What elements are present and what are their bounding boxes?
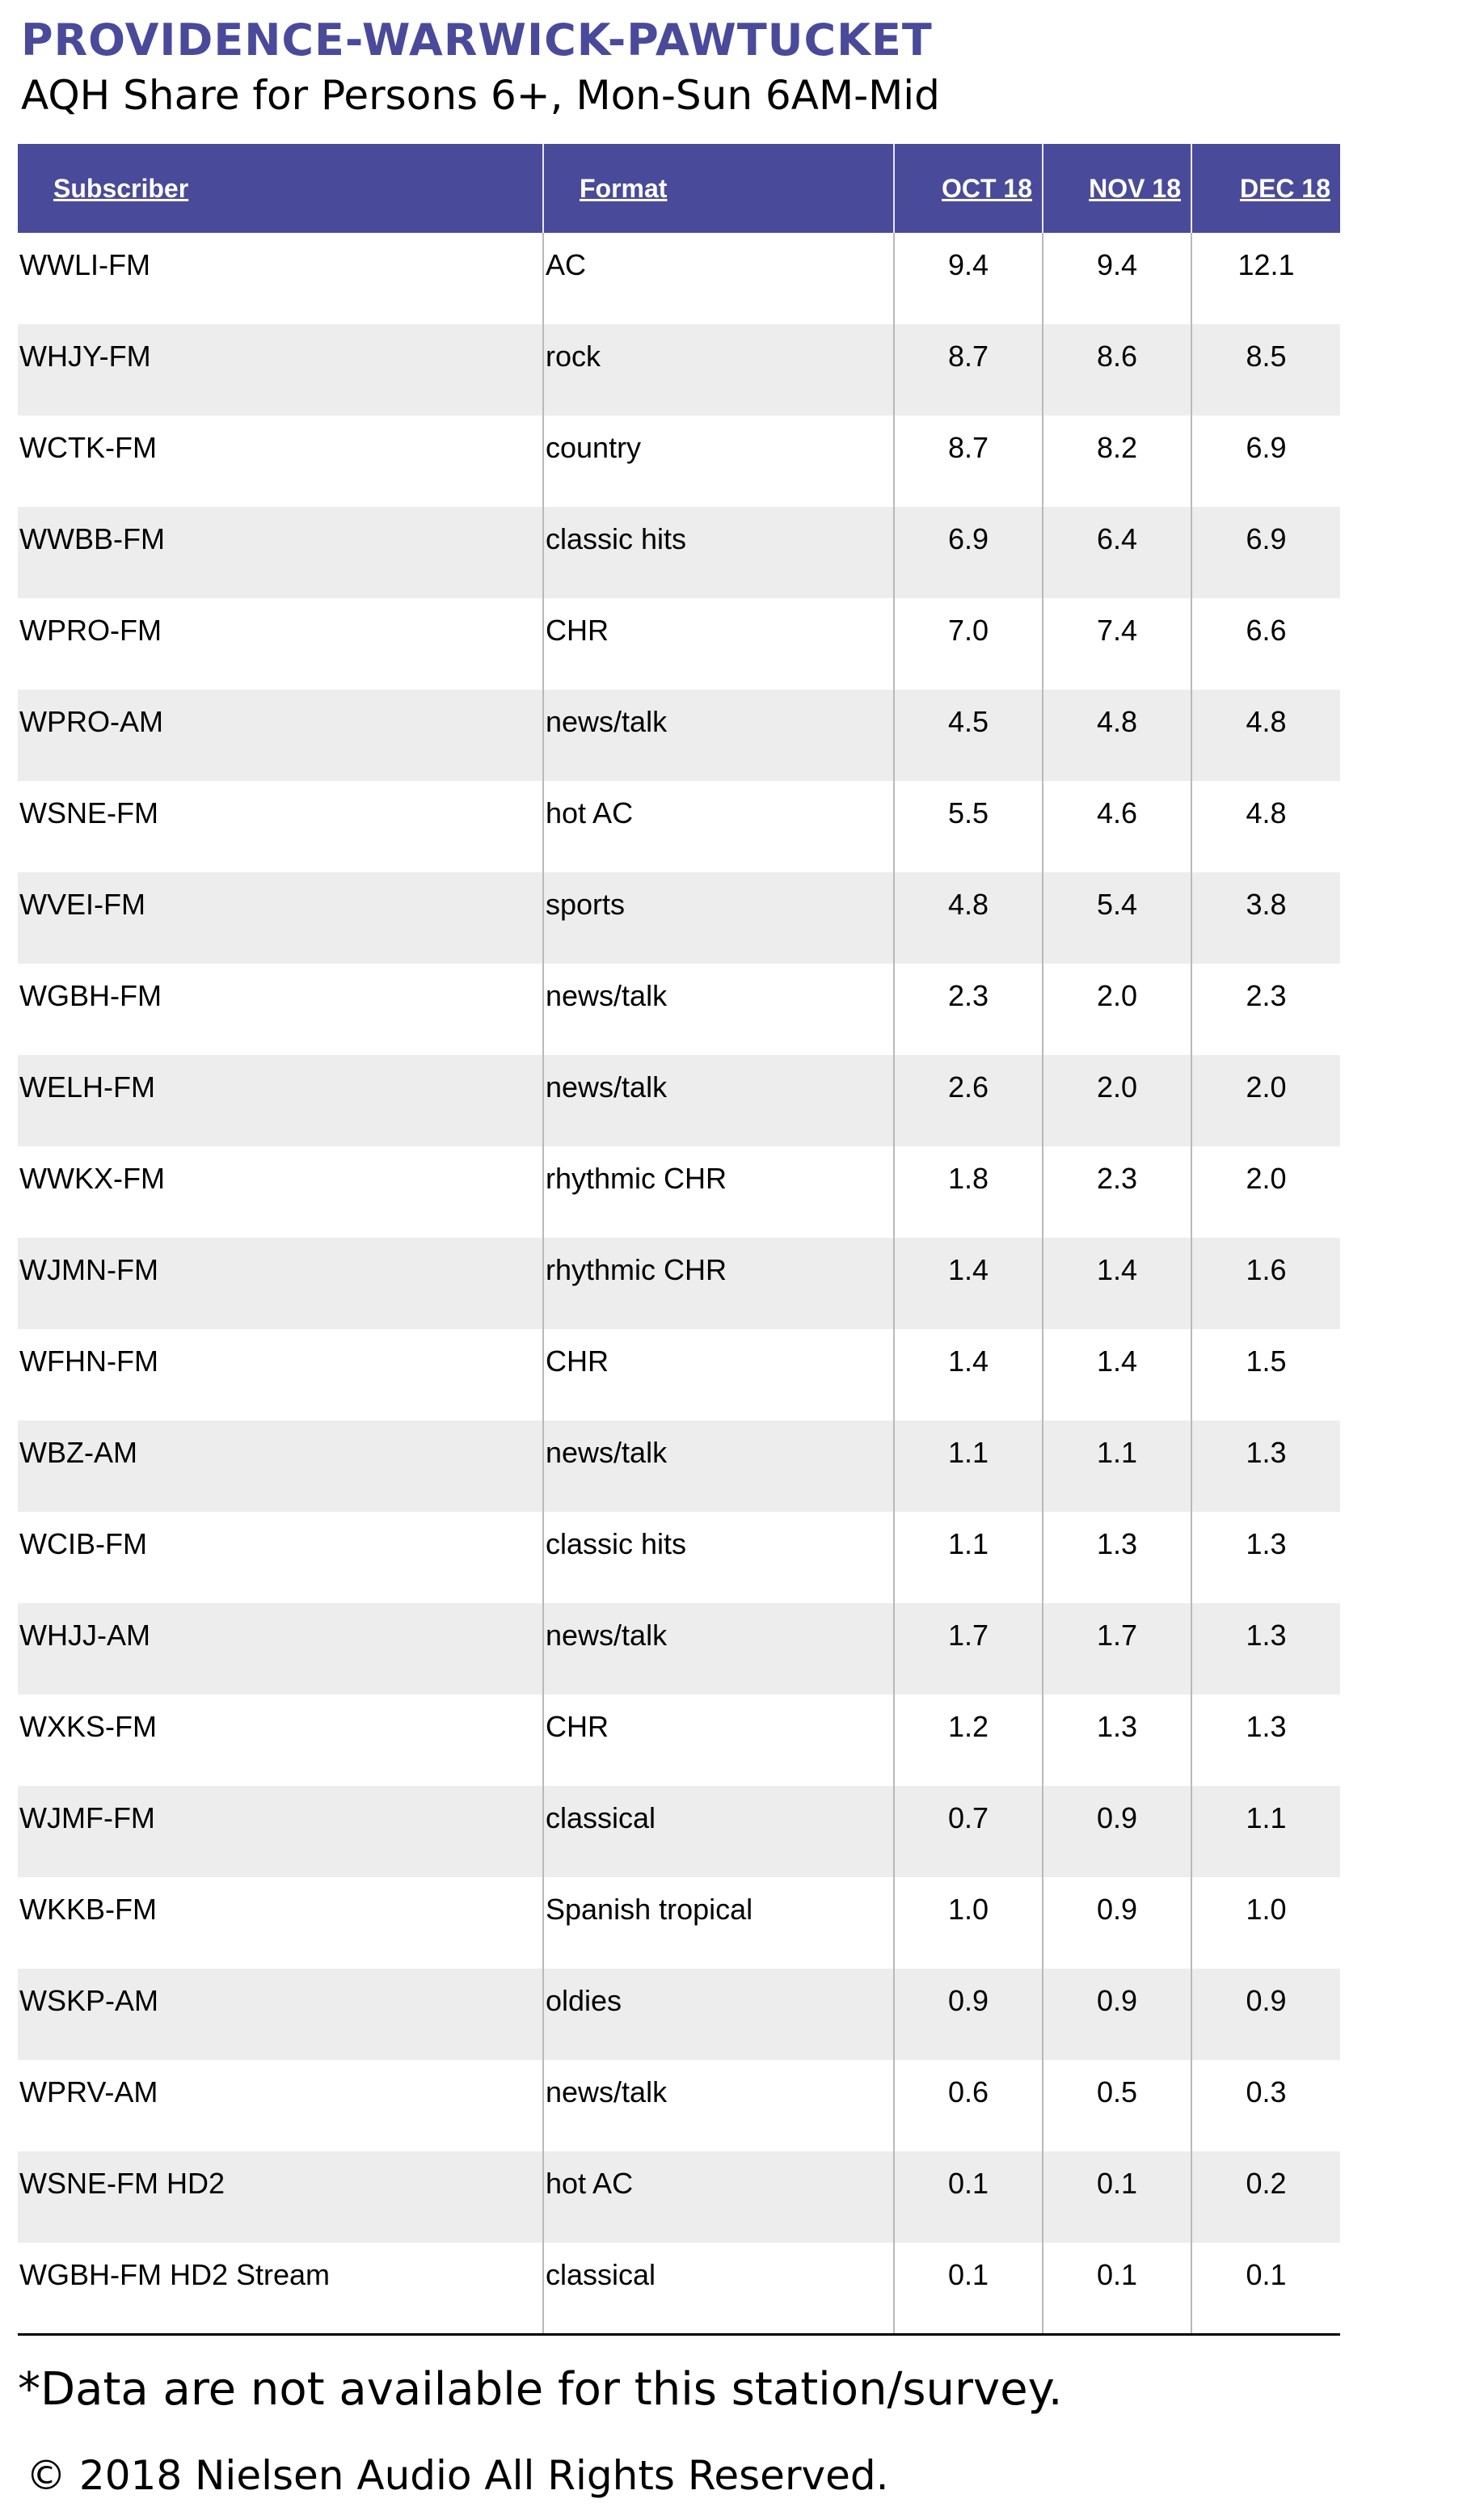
cell-nov: 8.2	[1043, 416, 1191, 507]
cell-format: CHR	[543, 1329, 894, 1420]
cell-subscriber: WCTK-FM	[19, 431, 157, 464]
cell-dec: 0.2	[1191, 2151, 1340, 2243]
cell-nov: 0.1	[1043, 2151, 1191, 2243]
table-row	[18, 1786, 1340, 1877]
cell-oct: 0.1	[894, 2151, 1043, 2243]
cell-subscriber: WPRO-AM	[18, 690, 543, 781]
cell-dec: 1.3	[1191, 1603, 1340, 1695]
cell-nov: 0.9	[1043, 1786, 1191, 1877]
cell-format: sports	[543, 872, 894, 964]
cell-subscriber: WSNE-FM HD2	[18, 2151, 543, 2243]
cell-oct: 6.9	[894, 507, 1043, 598]
table-row	[18, 2243, 1340, 2334]
cell-subscriber: WWBB-FM	[18, 507, 543, 598]
cell-format: hot AC	[543, 2151, 894, 2243]
cell-dec: 6.9	[1191, 507, 1340, 598]
table-row	[18, 1420, 1340, 1512]
cell-subscriber: WKKB-FM	[19, 1893, 157, 1926]
cell-dec: 3.8	[1191, 872, 1340, 964]
cell-oct: 4.8	[894, 872, 1043, 964]
cell-subscriber: WCIB-FM	[19, 1527, 147, 1560]
cell-dec: 0.9	[1191, 1969, 1340, 2060]
cell-nov: 7.4	[1043, 598, 1191, 690]
cell-nov: 9.4	[1043, 233, 1191, 324]
cell-dec: 0.3	[1191, 2060, 1340, 2151]
cell-dec: 1.3	[1191, 1420, 1340, 1512]
column-header-oct[interactable]	[894, 144, 1043, 233]
cell-nov: 1.3	[1043, 1512, 1191, 1603]
cell-dec: 1.0	[1191, 1877, 1340, 1969]
cell-subscriber: WBZ-AM	[18, 1420, 543, 1512]
column-header-subscriber[interactable]	[18, 144, 543, 233]
cell-oct: 1.8	[894, 1146, 1043, 1238]
cell-oct: 9.4	[894, 233, 1043, 324]
cell-format: classic hits	[543, 1512, 894, 1603]
table-row	[18, 690, 1340, 781]
cell-subscriber: WSKP-AM	[18, 1969, 543, 2060]
cell-dec: 4.8	[1191, 781, 1340, 872]
column-header-label: Format	[580, 173, 668, 203]
cell-oct: 0.6	[894, 2060, 1043, 2151]
ratings-table	[18, 144, 1340, 2336]
cell-oct: 0.7	[894, 1786, 1043, 1877]
cell-format: rhythmic CHR	[543, 1238, 894, 1329]
table-row	[18, 1969, 1340, 2060]
cell-format: oldies	[543, 1969, 894, 2060]
cell-nov: 0.5	[1043, 2060, 1191, 2151]
cell-dec: 1.3	[1191, 1512, 1340, 1603]
cell-subscriber: WHJY-FM	[18, 324, 543, 416]
report-subtitle: AQH Share for Persons 6+, Mon-Sun 6AM-Mid	[21, 72, 940, 119]
cell-nov: 8.6	[1043, 324, 1191, 416]
column-header-dec[interactable]	[1191, 144, 1340, 233]
table-row	[18, 1877, 1340, 1969]
cell-subscriber: WSNE-FM	[19, 796, 158, 829]
table-row	[18, 872, 1340, 964]
column-header-format[interactable]	[543, 144, 894, 233]
table-row	[18, 1329, 1340, 1420]
market-title: PROVIDENCE-WARWICK-PAWTUCKET	[21, 15, 933, 65]
cell-nov: 6.4	[1043, 507, 1191, 598]
cell-format: country	[543, 416, 894, 507]
cell-nov: 5.4	[1043, 872, 1191, 964]
cell-subscriber: WPRV-AM	[19, 2075, 158, 2108]
cell-format: news/talk	[543, 2060, 894, 2151]
cell-format: news/talk	[543, 1055, 894, 1146]
cell-dec: 2.0	[1191, 1146, 1340, 1238]
cell-format: news/talk	[543, 1420, 894, 1512]
cell-oct: 0.1	[894, 2243, 1043, 2334]
cell-dec: 1.6	[1191, 1238, 1340, 1329]
cell-format: news/talk	[543, 690, 894, 781]
cell-oct: 4.5	[894, 690, 1043, 781]
cell-format: AC	[543, 233, 894, 324]
column-header-nov[interactable]	[1043, 144, 1191, 233]
table-row	[18, 1146, 1340, 1238]
cell-dec: 1.3	[1191, 1695, 1340, 1786]
cell-oct: 1.2	[894, 1695, 1043, 1786]
cell-nov: 0.9	[1043, 1877, 1191, 1969]
cell-format: CHR	[543, 1695, 894, 1786]
copyright-notice: © 2018 Nielsen Audio All Rights Reserved.	[26, 2452, 889, 2499]
cell-subscriber: WFHN-FM	[19, 1344, 158, 1378]
cell-nov: 0.9	[1043, 1969, 1191, 2060]
column-header-label: DEC 18	[1239, 173, 1330, 203]
cell-oct: 1.4	[894, 1238, 1043, 1329]
cell-format: classical	[543, 1786, 894, 1877]
cell-nov: 1.4	[1043, 1238, 1191, 1329]
cell-format: rhythmic CHR	[543, 1146, 894, 1238]
column-header-label: NOV 18	[1089, 173, 1181, 203]
cell-subscriber: WPRO-FM	[19, 614, 162, 647]
cell-subscriber: WWKX-FM	[19, 1162, 165, 1195]
cell-dec: 6.6	[1191, 598, 1340, 690]
cell-oct: 8.7	[894, 416, 1043, 507]
cell-dec: 6.9	[1191, 416, 1340, 507]
cell-subscriber: WHJJ-AM	[18, 1603, 543, 1695]
table-row	[18, 324, 1340, 416]
cell-oct: 2.6	[894, 1055, 1043, 1146]
cell-subscriber: WWLI-FM	[19, 248, 150, 281]
column-header-label: OCT 18	[941, 173, 1032, 203]
cell-oct: 1.1	[894, 1420, 1043, 1512]
cell-format: news/talk	[543, 1603, 894, 1695]
table-row	[18, 1695, 1340, 1786]
table-row	[18, 1238, 1340, 1329]
cell-oct: 5.5	[894, 781, 1043, 872]
cell-oct: 1.7	[894, 1603, 1043, 1695]
cell-format: classic hits	[543, 507, 894, 598]
cell-nov: 4.6	[1043, 781, 1191, 872]
cell-dec: 4.8	[1191, 690, 1340, 781]
header-row	[18, 144, 1340, 233]
table-row	[18, 1055, 1340, 1146]
cell-format: CHR	[543, 598, 894, 690]
cell-nov: 2.0	[1043, 964, 1191, 1055]
cell-dec: 12.1	[1191, 233, 1340, 324]
cell-subscriber: WXKS-FM	[19, 1710, 157, 1743]
cell-oct: 2.3	[894, 964, 1043, 1055]
cell-nov: 1.4	[1043, 1329, 1191, 1420]
table-row	[18, 1603, 1340, 1695]
report-header	[21, 11, 1476, 121]
cell-format: rock	[543, 324, 894, 416]
cell-oct: 1.4	[894, 1329, 1043, 1420]
cell-nov: 1.3	[1043, 1695, 1191, 1786]
table-row	[18, 416, 1340, 507]
cell-oct: 1.0	[894, 1877, 1043, 1969]
cell-format: news/talk	[543, 964, 894, 1055]
cell-oct: 0.9	[894, 1969, 1043, 2060]
table-row	[18, 2151, 1340, 2243]
table-row	[18, 233, 1340, 324]
cell-subscriber: WELH-FM	[18, 1055, 543, 1146]
cell-dec: 0.1	[1191, 2243, 1340, 2334]
cell-format: Spanish tropical	[543, 1877, 894, 1969]
cell-oct: 1.1	[894, 1512, 1043, 1603]
cell-dec: 2.3	[1191, 964, 1340, 1055]
cell-dec: 1.5	[1191, 1329, 1340, 1420]
cell-subscriber: WGBH-FM HD2 Stream	[18, 2243, 543, 2334]
table-header	[18, 144, 1340, 233]
table-row	[18, 781, 1340, 872]
cell-nov: 2.0	[1043, 1055, 1191, 1146]
footnote: *Data are not available for this station/survey.	[18, 2363, 1063, 2416]
table-row	[18, 507, 1340, 598]
column-header-label: Subscriber	[53, 173, 189, 203]
cell-subscriber: WJMF-FM	[18, 1786, 543, 1877]
cell-nov: 2.3	[1043, 1146, 1191, 1238]
cell-subscriber: WVEI-FM	[18, 872, 543, 964]
table-row	[18, 964, 1340, 1055]
table-row	[18, 1512, 1340, 1603]
cell-dec: 8.5	[1191, 324, 1340, 416]
cell-oct: 7.0	[894, 598, 1043, 690]
cell-dec: 1.1	[1191, 1786, 1340, 1877]
table-row	[18, 2060, 1340, 2151]
cell-nov: 4.8	[1043, 690, 1191, 781]
cell-format: hot AC	[543, 781, 894, 872]
cell-dec: 2.0	[1191, 1055, 1340, 1146]
cell-subscriber: WGBH-FM	[19, 979, 162, 1012]
cell-oct: 8.7	[894, 324, 1043, 416]
table-body	[18, 233, 1340, 2334]
cell-nov: 0.1	[1043, 2243, 1191, 2334]
table-row	[18, 598, 1340, 690]
cell-nov: 1.7	[1043, 1603, 1191, 1695]
cell-format: classical	[543, 2243, 894, 2334]
cell-subscriber: WJMN-FM	[18, 1238, 543, 1329]
cell-nov: 1.1	[1043, 1420, 1191, 1512]
